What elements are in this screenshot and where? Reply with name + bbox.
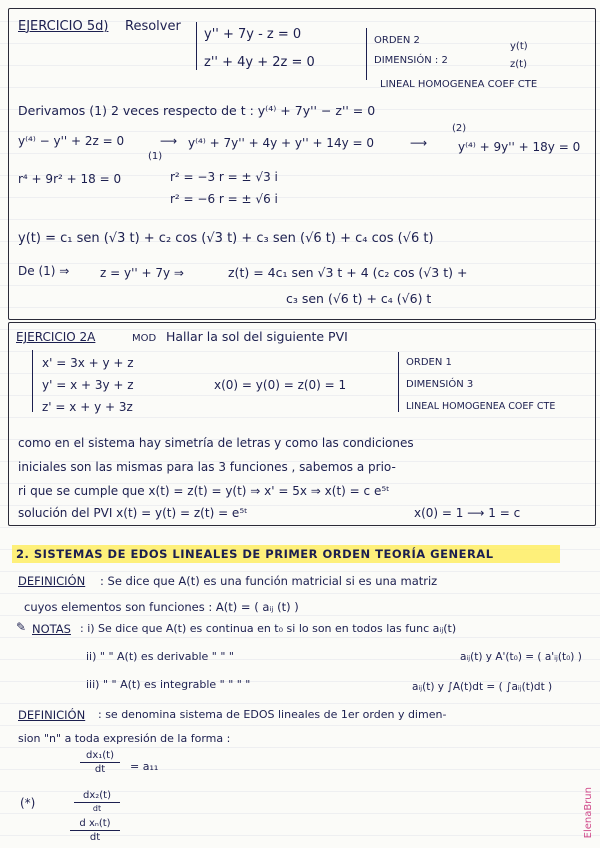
definition-2-text-1: : se denomina sistema de EDOS lineales de 1er orden y dimen- [98, 708, 447, 721]
definition-2-label: DEFINICIÓN [18, 708, 86, 722]
ex5d-step2c: y⁽⁴⁾ + 9y'' + 18y = 0 [458, 140, 581, 154]
fraction-n-numerator: d xₙ(t) [79, 818, 111, 829]
ex5d-eq1: y'' + 7y - z = 0 [204, 27, 302, 42]
ex5d-sol-y: y(t) = c₁ sen (√3 t) + c₂ cos (√3 t) + c₃ sen (√6 t) + c₄ cos (√6 t) [18, 231, 434, 246]
fraction-2-numerator: dx₂(t) [83, 790, 111, 801]
classification-brace [366, 28, 367, 80]
ex5d-eq2: z'' + 4y + 2z = 0 [204, 55, 315, 70]
ex5d-root1: r² = −3 r = ± √3 i [170, 170, 278, 184]
ex2a-ic: x(0) = y(0) = z(0) = 1 [214, 378, 347, 392]
ex2a-line4b: x(0) = 1 ⟶ 1 = c [414, 506, 521, 520]
author-watermark: ElenaBrun [583, 786, 594, 838]
ex2a-dimension: DIMENSIÓN 3 [406, 379, 474, 390]
ex2a-line3: ri que se cumple que x(t) = z(t) = y(t) ⇒ x' = 5x ⇒ x(t) = c e⁵ᵗ [18, 484, 390, 498]
definition-text-2: cuyos elementos son funciones : A(t) = ( aᵢⱼ (t) ) [24, 600, 299, 614]
ex5d-z-def: z = y'' + 7y ⇒ [100, 266, 184, 280]
fraction-2-denominator: dt [92, 804, 102, 813]
ex5d-de1: De (1) ⇒ [18, 264, 70, 278]
fraction-2 [74, 790, 120, 813]
ex2a-eq2: y' = x + 3y + z [42, 378, 134, 392]
nota-3a: iii) " " A(t) es integrable " " " " [86, 678, 251, 691]
ex5d-sol-z1: z(t) = 4c₁ sen √3 t + 4 (c₂ cos (√3 t) + [228, 265, 468, 280]
ex5d-root2: r² = −6 r = ± √6 i [170, 192, 278, 206]
ex5d-char-eq: r⁴ + 9r² + 18 = 0 [18, 172, 122, 186]
ex2a-eq3: z' = x + y + 3z [42, 400, 133, 414]
definition-2-text-2: sion "n" a toda expresión de la forma : [18, 732, 231, 745]
fraction-1-numerator: dx₁(t) [86, 750, 114, 761]
exercise-2a-title: EJERCICIO 2A [16, 330, 96, 344]
exercise-2a-instruction: Hallar la sol del siguiente PVI [166, 329, 348, 344]
nota-1: : i) Se dice que A(t) es continua en t₀ si lo son en todos las func aᵢⱼ(t) [80, 622, 457, 635]
fraction-n-denominator: dt [89, 832, 101, 843]
notes-label: NOTAS [32, 622, 71, 636]
ex2a-line1: como en el sistema hay simetría de letras y como las condiciones [18, 436, 414, 450]
notes-icon: ✎ [16, 620, 27, 634]
ex5d-dimension: DIMENSIÓN : 2 [374, 55, 448, 66]
nota-2b: aᵢⱼ(t) y A'(t₀) = ( a'ᵢⱼ(t₀) ) [460, 651, 582, 663]
exercise-2a-mod: MOD [132, 333, 157, 344]
fraction-1-rhs: = a₁₁ [130, 760, 159, 773]
nota-2a: ii) " " A(t) es derivable " " " [86, 650, 234, 663]
fraction-1-denominator: dt [94, 764, 106, 775]
fraction-n [70, 818, 120, 843]
fraction-1 [80, 750, 120, 775]
ex2a-system-brace [32, 350, 33, 412]
ex2a-line4a: solución del PVI x(t) = y(t) = z(t) = e⁵ᵗ [18, 506, 248, 520]
definition-label: DEFINICIÓN [18, 574, 86, 588]
ex5d-tipo: LINEAL HOMOGENEA COEF CTE [380, 79, 538, 90]
definition-text-1: : Se dice que A(t) es una función matricial si es una matriz [100, 574, 438, 588]
ex2a-tipo: LINEAL HOMOGENEA COEF CTE [406, 401, 556, 412]
ex2a-class-brace [398, 352, 399, 412]
section-2-title: 2. SISTEMAS DE EDOS LINEALES DE PRIMER ORDEN TEORÍA GENERAL [16, 547, 494, 561]
ex2a-eq1: x' = 3x + y + z [42, 356, 134, 370]
arrow-2: ⟶ [410, 136, 428, 150]
nota-3b: aᵢⱼ(t) y ∫A(t)dt = ( ∫aᵢⱼ(t)dt ) [412, 681, 553, 693]
ex5d-sol-z2: c₃ sen (√6 t) + c₄ (√6) t [286, 291, 432, 306]
ex5d-orden: ORDEN 2 [374, 35, 420, 46]
exercise-5d-title: EJERCICIO 5d) [18, 19, 109, 34]
system-brace [196, 22, 197, 70]
ex2a-orden: ORDEN 1 [406, 357, 452, 368]
ex5d-step2b: y⁽⁴⁾ + 7y'' + 4y + y'' + 14y = 0 [188, 136, 374, 150]
ex5d-step1-ref: (2) [452, 123, 467, 134]
star-label: (*) [20, 796, 36, 810]
ex5d-step2a: y⁽⁴⁾ − y'' + 2z = 0 [18, 134, 125, 148]
ex5d-var-y: y(t) [510, 41, 528, 52]
ex2a-line2: iniciales son las mismas para las 3 funciones , sabemos a prio- [18, 460, 396, 474]
ex5d-step2-ref: (1) [148, 151, 163, 162]
ex5d-var-z: z(t) [510, 59, 527, 70]
resolver-label: Resolver [125, 19, 181, 34]
arrow-1: ⟶ [160, 134, 178, 148]
ex5d-step1: Derivamos (1) 2 veces respecto de t : y⁽⁴⁾ + 7y'' − z'' = 0 [18, 103, 376, 118]
